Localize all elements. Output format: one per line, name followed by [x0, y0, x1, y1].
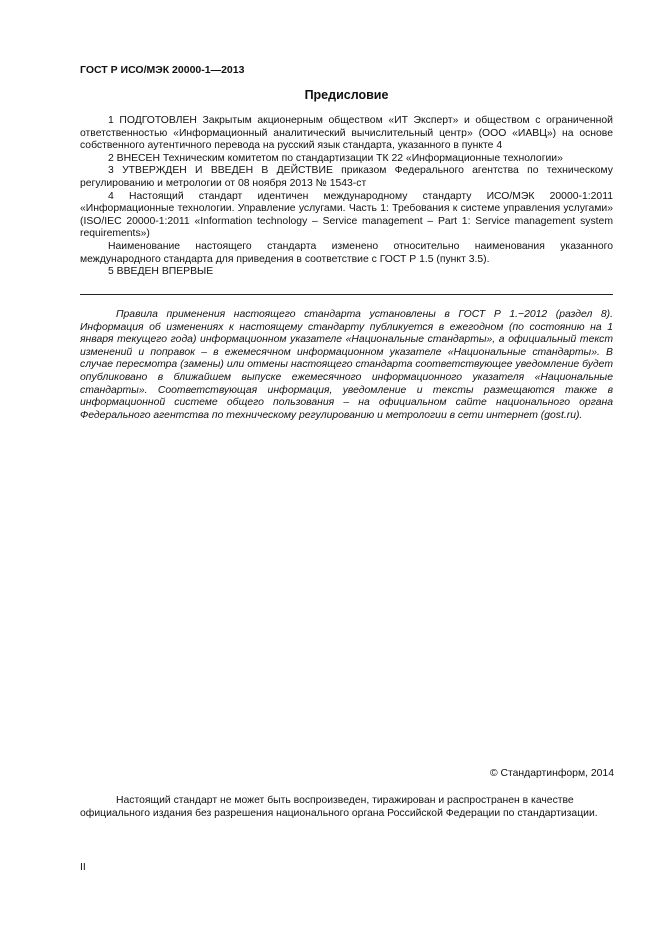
- paragraph-approved: 3 УТВЕРЖДЕН И ВВЕДЕН В ДЕЙСТВИЕ приказом Федерального агентства по техническому регулированию и метрологии от 08 ноября 2013 № 1543-ст: [80, 165, 613, 189]
- reproduction-notice: Настоящий стандарт не может быть воспроизведен, тиражирован и распространен в качестве официального издания без разрешения национального органа Российской Федерации по стандартизации.: [80, 795, 598, 819]
- paragraph-prepared: 1 ПОДГОТОВЛЕН Закрытым акционерным обществом «ИТ Эксперт» и обществом с ограниченной ответственностью «Информационный аналитический вычислительный центр» (ООО «ИАВЦ») на основе собственного аутентичного перевода на русский язык стандарта, указанного в пункте 4: [80, 115, 613, 152]
- copyright: © Стандартинформ, 2014: [489, 768, 614, 779]
- paragraph-introduced: 2 ВНЕСЕН Техническим комитетом по стандартизации ТК 22 «Информационные технологии»: [108, 152, 563, 164]
- paragraph-identical: 4 Настоящий стандарт идентичен международному стандарту ИСО/МЭК 20000-1:2011 «Информационные технологии. Управление услугами. Часть 1: Требования к системе управления услугами» (ISO/IEC 20000-1:2011 «Information technology – Service management – Part 1: Service management system requirements»): [80, 190, 613, 240]
- page-number: II: [80, 862, 86, 873]
- paragraph-first-introduced: 5 ВВЕДЕН ВПЕРВЫЕ: [108, 266, 214, 278]
- foreword-body: [80, 115, 613, 279]
- paragraph-name-change: Наименование настоящего стандарта изменено относительно наименования указанного международного стандарта для приведения в соответствие с ГОСТ Р 1.5 (пункт 3.5).: [80, 240, 613, 265]
- application-notice: Правила применения настоящего стандарта установлены в ГОСТ Р 1.−2012 (раздел 8). Информация об изменениях к настоящему стандарту публикуется в ежегодном (по состоянию на 1 января текущего года) информационном указателе «Национальные стандарты», а официальный текст изменений и поправок – в ежемесячном информационном указателе «Национальные стандарты». В случае пересмотра (замены) или отмены настоящего стандарта соответствующее уведомление будет опубликовано в ближайшем выпуске ежемесячного информационного указателя «Национальные стандарты». Соответствующая информация, уведомление и тексты размещаются также в информационной системе общего пользования – на официальном сайте национального органа Федерального агентства по техническому регулированию и метрологии в сети интернет (gost.ru).: [80, 309, 613, 421]
- section-divider: [80, 294, 613, 295]
- document-header: ГОСТ Р ИСО/МЭК 20000-1—2013: [80, 64, 245, 76]
- page-title: Предисловие: [304, 88, 389, 102]
